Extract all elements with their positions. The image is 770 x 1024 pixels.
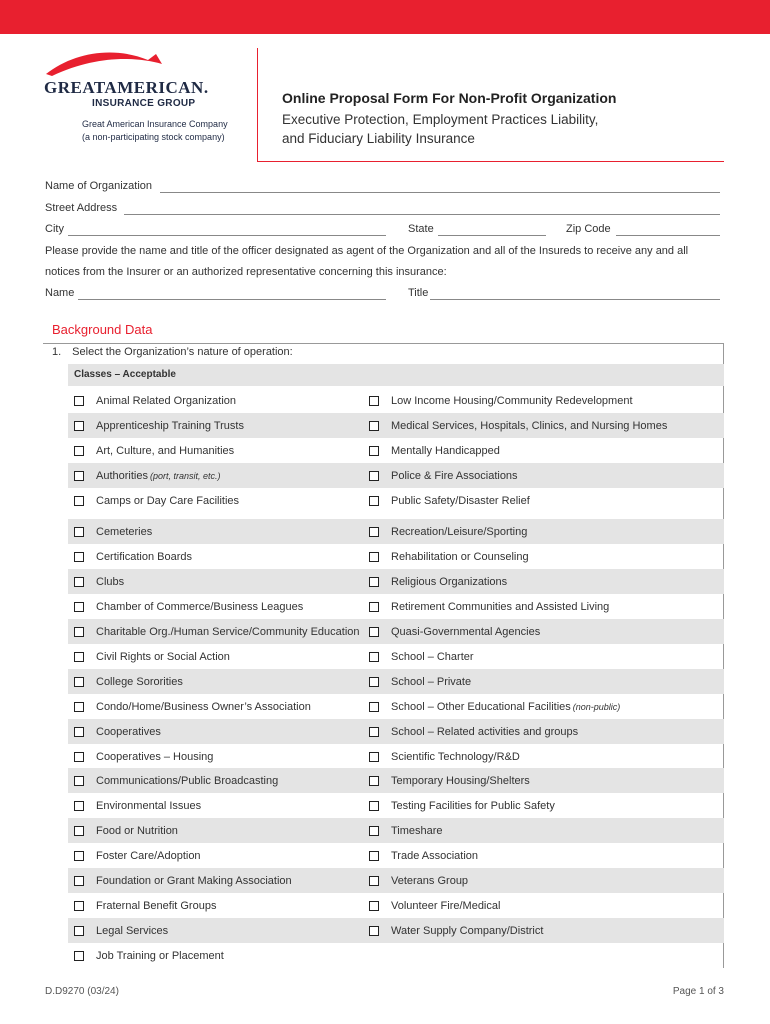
header-divider-horizontal bbox=[257, 161, 724, 162]
class-option-label: Art, Culture, and Humanities bbox=[96, 444, 235, 457]
state-label: State bbox=[408, 223, 434, 235]
checkbox[interactable] bbox=[74, 627, 84, 637]
company-name: Great American Insurance Company bbox=[82, 119, 228, 129]
class-option-label: Volunteer Fire/Medical bbox=[391, 899, 501, 912]
checkbox[interactable] bbox=[369, 602, 379, 612]
class-option-label: Job Training or Placement bbox=[96, 949, 224, 962]
class-option-label: Scientific Technology/R&D bbox=[391, 750, 520, 763]
class-row bbox=[68, 388, 724, 413]
class-option-label: School – Related activities and groups bbox=[391, 725, 579, 738]
checkbox[interactable] bbox=[369, 496, 379, 506]
checkbox[interactable] bbox=[369, 471, 379, 481]
class-option-left[interactable] bbox=[74, 388, 236, 413]
class-option-label: Mentally Handicapped bbox=[391, 444, 500, 457]
class-option-label: Clubs bbox=[96, 575, 125, 588]
class-option-label: Quasi-Governmental Agencies bbox=[391, 625, 541, 638]
class-option-label: Low Income Housing/Community Redevelopment bbox=[391, 394, 633, 407]
checkbox[interactable] bbox=[74, 901, 84, 911]
class-option-left[interactable] bbox=[74, 519, 152, 544]
street-address-label: Street Address bbox=[45, 202, 118, 214]
officer-title-field[interactable] bbox=[430, 299, 720, 300]
class-option-left[interactable] bbox=[74, 413, 244, 438]
top-accent-bar bbox=[0, 0, 770, 34]
checkbox[interactable] bbox=[74, 471, 84, 481]
checkbox[interactable] bbox=[74, 496, 84, 506]
class-row bbox=[68, 544, 724, 569]
class-row bbox=[68, 619, 724, 644]
class-row bbox=[68, 719, 724, 744]
class-option-left[interactable] bbox=[74, 569, 124, 594]
checkbox[interactable] bbox=[369, 702, 379, 712]
checkbox[interactable] bbox=[369, 527, 379, 537]
company-logo bbox=[44, 46, 244, 156]
street-address-field[interactable] bbox=[124, 214, 720, 215]
class-option-left[interactable] bbox=[74, 463, 221, 488]
class-option-right[interactable] bbox=[369, 918, 543, 943]
checkbox[interactable] bbox=[369, 552, 379, 562]
class-option-label: Condo/Home/Business Owner’s Association bbox=[96, 700, 311, 713]
class-option-right[interactable] bbox=[369, 793, 555, 818]
class-option-label: Apprenticeship Training Trusts bbox=[96, 419, 244, 432]
class-option-label: Environmental Issues bbox=[96, 799, 202, 812]
class-option-right[interactable] bbox=[369, 893, 500, 918]
class-option-label: School – Private bbox=[391, 675, 472, 688]
officer-name-label: Name bbox=[45, 287, 75, 299]
class-option-label: Animal Related Organization bbox=[96, 394, 237, 407]
checkbox[interactable] bbox=[74, 876, 84, 886]
section-title-background: Background Data bbox=[52, 322, 153, 337]
class-option-label: Communications/Public Broadcasting bbox=[96, 774, 279, 787]
checkbox[interactable] bbox=[369, 727, 379, 737]
class-option-label: Testing Facilities for Public Safety bbox=[391, 799, 555, 812]
class-row bbox=[68, 488, 724, 513]
checkbox[interactable] bbox=[369, 421, 379, 431]
class-option-label: Cooperatives bbox=[96, 725, 161, 738]
class-row bbox=[68, 893, 724, 918]
class-option-label: Cemeteries bbox=[96, 525, 153, 538]
form-code: D.D9270 (03/24) bbox=[45, 986, 119, 997]
class-row bbox=[68, 943, 724, 968]
org-name-label: Name of Organization bbox=[45, 180, 152, 192]
class-row bbox=[68, 868, 724, 893]
class-row bbox=[68, 818, 724, 843]
class-option-right[interactable] bbox=[369, 744, 520, 769]
class-option-label: Chamber of Commerce/Business Leagues bbox=[96, 600, 304, 613]
class-option-left[interactable] bbox=[74, 943, 224, 968]
class-row bbox=[68, 644, 724, 669]
class-option-left[interactable] bbox=[74, 594, 303, 619]
class-option-right[interactable] bbox=[369, 413, 667, 438]
class-option-label: Retirement Communities and Assisted Living bbox=[391, 600, 610, 613]
class-row bbox=[68, 744, 724, 769]
checkbox[interactable] bbox=[369, 652, 379, 662]
class-option-right[interactable] bbox=[369, 694, 620, 719]
class-option-note: (non-public) bbox=[572, 701, 621, 712]
class-option-right[interactable] bbox=[369, 818, 443, 843]
class-row bbox=[68, 669, 724, 694]
class-row bbox=[68, 918, 724, 943]
class-option-left[interactable] bbox=[74, 488, 239, 513]
class-option-left[interactable] bbox=[74, 619, 360, 644]
question-1-text: 1. Select the Organization’s nature of operation: bbox=[52, 346, 293, 358]
checkbox[interactable] bbox=[74, 527, 84, 537]
class-row bbox=[68, 463, 724, 488]
class-option-right[interactable] bbox=[369, 463, 518, 488]
checkbox[interactable] bbox=[369, 901, 379, 911]
checkbox[interactable] bbox=[74, 652, 84, 662]
class-option-right[interactable] bbox=[369, 594, 609, 619]
checkbox[interactable] bbox=[74, 552, 84, 562]
class-option-left[interactable] bbox=[74, 669, 183, 694]
form-title: Online Proposal Form For Non-Profit Organization bbox=[282, 90, 617, 106]
checkbox[interactable] bbox=[369, 851, 379, 861]
class-option-right[interactable] bbox=[369, 868, 468, 893]
checkbox[interactable] bbox=[369, 577, 379, 587]
class-row bbox=[68, 793, 724, 818]
checkbox[interactable] bbox=[74, 727, 84, 737]
class-option-left[interactable] bbox=[74, 818, 178, 843]
checkbox[interactable] bbox=[369, 776, 379, 786]
class-option-label: Religious Organizations bbox=[391, 575, 508, 588]
classes-acceptable-label: Classes – Acceptable bbox=[74, 369, 176, 380]
class-option-label: Water Supply Company/District bbox=[391, 924, 544, 937]
class-option-label: Fraternal Benefit Groups bbox=[96, 899, 217, 912]
class-option-left[interactable] bbox=[74, 644, 230, 669]
class-option-right[interactable] bbox=[369, 438, 500, 463]
checkbox[interactable] bbox=[369, 926, 379, 936]
class-option-label: Rehabilitation or Counseling bbox=[391, 550, 529, 563]
class-option-label: Charitable Org./Human Service/Community Education bbox=[96, 625, 360, 638]
checkbox[interactable] bbox=[74, 926, 84, 936]
checkbox[interactable] bbox=[369, 826, 379, 836]
checkbox[interactable] bbox=[369, 396, 379, 406]
instruction-line-1: Please provide the name and title of the officer designated as agent of the Organization and all of the Insureds to receive any and all bbox=[45, 245, 689, 257]
class-row bbox=[68, 768, 724, 793]
class-option-label: Medical Services, Hospitals, Clinics, and Nursing Homes bbox=[391, 419, 668, 432]
checkbox[interactable] bbox=[74, 801, 84, 811]
class-row bbox=[68, 438, 724, 463]
zip-code-label: Zip Code bbox=[566, 223, 611, 235]
class-option-left[interactable] bbox=[74, 438, 234, 463]
checkbox[interactable] bbox=[369, 446, 379, 456]
class-option-label: Civil Rights or Social Action bbox=[96, 650, 230, 663]
checkbox[interactable] bbox=[369, 627, 379, 637]
page-number: Page 1 of 3 bbox=[672, 986, 724, 997]
class-option-label: Camps or Day Care Facilities bbox=[96, 494, 240, 507]
form-subtitle bbox=[282, 110, 598, 148]
checkbox[interactable] bbox=[369, 801, 379, 811]
checkbox[interactable] bbox=[369, 677, 379, 687]
header-divider-vertical bbox=[257, 48, 258, 162]
class-option-label: School – Charter bbox=[391, 650, 474, 663]
checkbox[interactable] bbox=[74, 951, 84, 961]
class-option-left[interactable] bbox=[74, 544, 192, 569]
checkbox[interactable] bbox=[74, 677, 84, 687]
class-option-label: Police & Fire Associations bbox=[391, 469, 518, 482]
class-option-label: Foster Care/Adoption bbox=[96, 849, 201, 862]
checkbox[interactable] bbox=[369, 752, 379, 762]
class-option-right[interactable] bbox=[369, 488, 530, 513]
checkbox[interactable] bbox=[74, 446, 84, 456]
class-option-label: Timeshare bbox=[391, 824, 443, 837]
class-row bbox=[68, 569, 724, 594]
checkbox[interactable] bbox=[74, 752, 84, 762]
class-option-label: Foundation or Grant Making Association bbox=[96, 874, 292, 887]
org-name-field[interactable] bbox=[160, 192, 720, 193]
class-option-right[interactable] bbox=[369, 619, 540, 644]
class-row bbox=[68, 843, 724, 868]
class-option-left[interactable] bbox=[74, 868, 292, 893]
instruction-line-2: notices from the Insurer or an authorized representative concerning this insurance: bbox=[45, 266, 447, 278]
logo-wordmark: GREATAMERICAN. bbox=[44, 78, 209, 97]
company-note: (a non-participating stock company) bbox=[82, 132, 225, 142]
class-option-left[interactable] bbox=[74, 918, 168, 943]
class-option-label: Food or Nutrition bbox=[96, 824, 178, 837]
class-option-left[interactable] bbox=[74, 744, 213, 769]
class-option-label: Certification Boards bbox=[96, 550, 192, 563]
class-option-right[interactable] bbox=[369, 644, 474, 669]
class-option-note: (port, transit, etc.) bbox=[149, 470, 221, 481]
class-row bbox=[68, 594, 724, 619]
class-option-label: School – Other Educational Facilities bbox=[391, 700, 571, 713]
class-option-label: Legal Services bbox=[96, 924, 169, 937]
logo-tagline: INSURANCE GROUP bbox=[92, 98, 196, 109]
class-option-right[interactable] bbox=[369, 719, 578, 744]
checkbox[interactable] bbox=[74, 421, 84, 431]
class-row bbox=[68, 413, 724, 438]
class-row bbox=[68, 519, 724, 544]
class-option-label: Cooperatives – Housing bbox=[96, 750, 214, 763]
class-option-left[interactable] bbox=[74, 694, 311, 719]
checkbox[interactable] bbox=[74, 396, 84, 406]
subtitle-line-1: Executive Protection, Employment Practices Liability, bbox=[282, 112, 599, 127]
city-label: City bbox=[45, 223, 64, 235]
checkbox[interactable] bbox=[74, 851, 84, 861]
class-option-label: Trade Association bbox=[391, 849, 479, 862]
class-option-left[interactable] bbox=[74, 768, 278, 793]
class-row bbox=[68, 694, 724, 719]
checkbox[interactable] bbox=[74, 702, 84, 712]
checkbox[interactable] bbox=[74, 826, 84, 836]
class-option-label: Authorities bbox=[96, 469, 148, 482]
class-option-label: Veterans Group bbox=[391, 874, 469, 887]
class-option-label: Temporary Housing/Shelters bbox=[391, 774, 530, 787]
class-option-label: Public Safety/Disaster Relief bbox=[391, 494, 530, 507]
checkbox[interactable] bbox=[369, 876, 379, 886]
class-option-label: College Sororities bbox=[96, 675, 183, 688]
subtitle-line-2: and Fiduciary Liability Insurance bbox=[282, 131, 475, 146]
class-option-right[interactable] bbox=[369, 843, 478, 868]
class-option-left[interactable] bbox=[74, 843, 201, 868]
class-option-right[interactable] bbox=[369, 388, 633, 413]
class-option-label: Recreation/Leisure/Sporting bbox=[391, 525, 528, 538]
class-option-right[interactable] bbox=[369, 768, 530, 793]
checkbox[interactable] bbox=[74, 776, 84, 786]
class-option-right[interactable] bbox=[369, 519, 527, 544]
class-option-right[interactable] bbox=[369, 544, 529, 569]
class-option-left[interactable] bbox=[74, 719, 161, 744]
class-option-left[interactable] bbox=[74, 893, 216, 918]
officer-title-label: Title bbox=[408, 287, 429, 299]
class-option-left[interactable] bbox=[74, 793, 201, 818]
officer-name-field[interactable] bbox=[78, 299, 386, 300]
checkbox[interactable] bbox=[74, 602, 84, 612]
zip-code-field[interactable] bbox=[616, 235, 720, 236]
city-field[interactable] bbox=[68, 235, 386, 236]
state-field[interactable] bbox=[438, 235, 546, 236]
class-option-right[interactable] bbox=[369, 669, 471, 694]
checkbox[interactable] bbox=[74, 577, 84, 587]
class-option-right[interactable] bbox=[369, 569, 507, 594]
